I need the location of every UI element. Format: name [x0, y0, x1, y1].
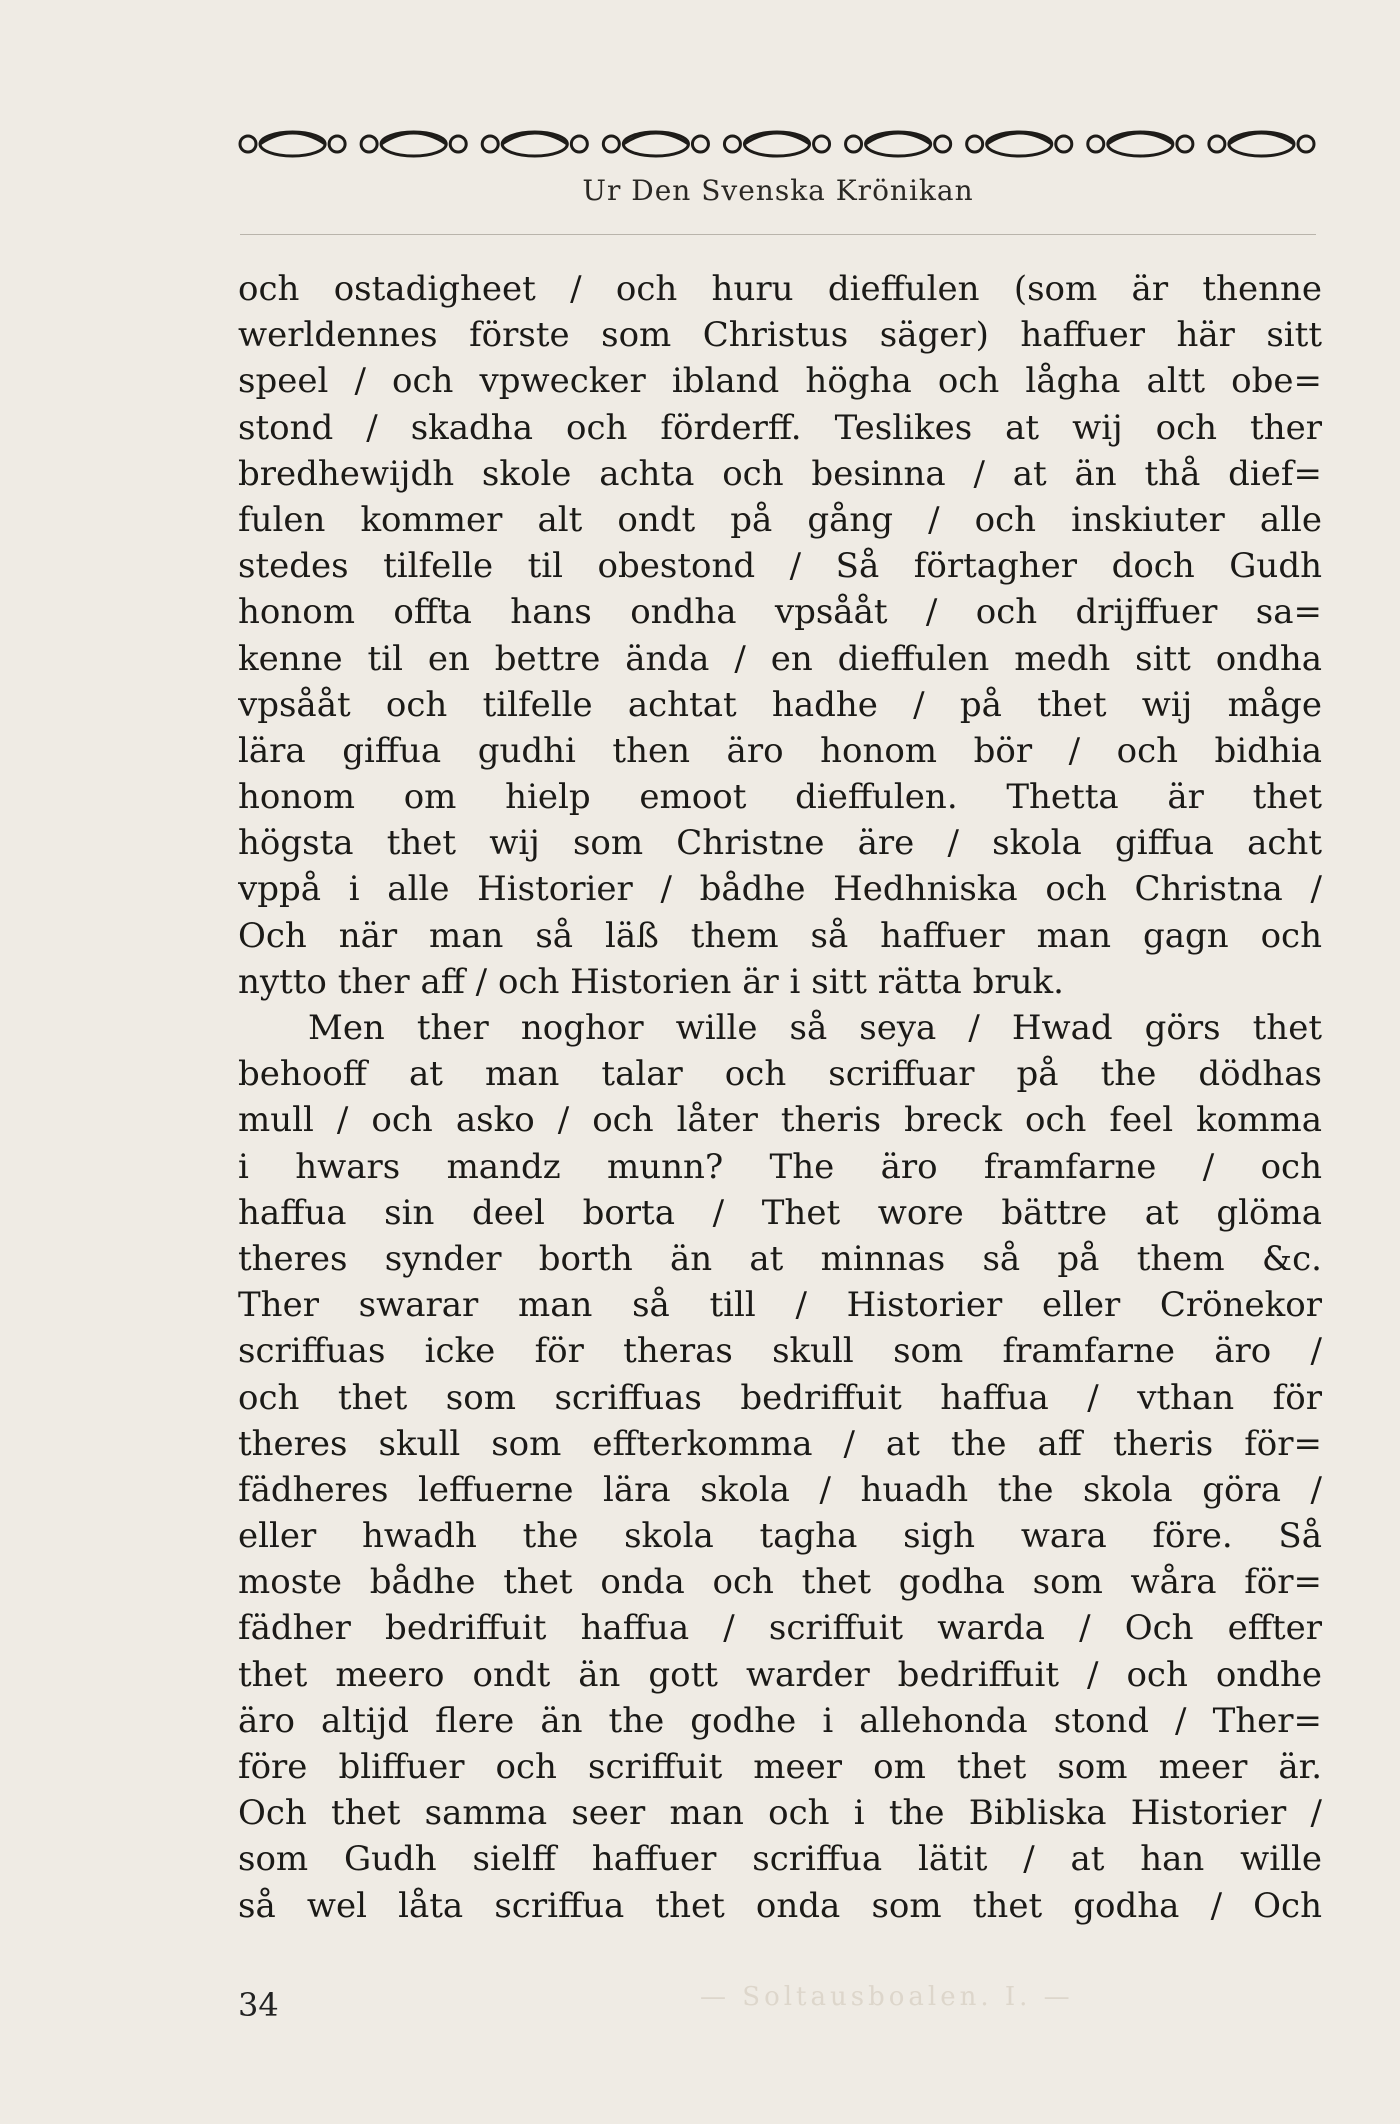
- text-line: Och när man så läß them så haffuer man gagn och: [238, 915, 1322, 956]
- body-text: [238, 266, 1322, 1929]
- text-line: honom offta hans ondha vpsååt / och drijffuer sa=: [238, 592, 1322, 633]
- text-line: werldennes förste som Christus säger) haffuer här sitt: [238, 315, 1322, 356]
- text-line: vpsååt och tilfelle achtat hadhe / på thet wij måge: [238, 684, 1322, 725]
- text-line: och thet som scriffuas bedriffuit haffua / vthan för: [238, 1377, 1322, 1418]
- text-line: i hwars mandz munn? The äro framfarne / och: [238, 1146, 1322, 1187]
- text-line: Ther swarar man så till / Historier eller Crönekor: [238, 1285, 1322, 1326]
- text-line: bredhewijdh skole achta och besinna / at än thå dief=: [238, 453, 1322, 494]
- text-line: theres synder borth än at minnas så på them &c.: [238, 1238, 1322, 1279]
- text-line: vppå i alle Historier / bådhe Hedhniska och Christna /: [238, 869, 1322, 910]
- bleed-through-text: — Soltausboalen. I. —: [700, 1982, 1074, 2012]
- text-line: äro altijd flere än the godhe i allehonda stond / Ther=: [238, 1700, 1322, 1741]
- text-line: stond / skadha och förderff. Teslikes at wij och ther: [238, 407, 1322, 448]
- text-line: och ostadigheet / och huru dieffulen (som är thenne: [238, 269, 1322, 309]
- page-number: 34: [238, 1986, 279, 2024]
- text-line: thet meero ondt än gott warder bedriffuit / och ondhe: [238, 1654, 1322, 1695]
- running-head: Ur Den Svenska Krönikan: [582, 174, 974, 207]
- text-line: kenne til en bettre ända / en dieffulen medh sitt ondha: [238, 638, 1322, 679]
- text-line: så wel låta scriffua thet onda som thet godha / Och: [238, 1885, 1322, 1926]
- text-line: fädher bedriffuit haffua / scriffuit warda / Och effter: [238, 1608, 1322, 1649]
- text-line: honom om hielp emoot dieffulen. Thetta är thet: [238, 777, 1322, 818]
- text-line: theres skull som effterkomma / at the aff theris för=: [238, 1423, 1322, 1464]
- text-line: högsta thet wij som Christne äre / skola giffua acht: [238, 823, 1322, 864]
- text-line: scriffuas icke för theras skull som framfarne äro /: [238, 1331, 1322, 1372]
- text-line: fädheres leffuerne lära skola / huadh the skola göra /: [238, 1469, 1322, 1510]
- scroll-chain-ornament-icon: [232, 126, 1322, 162]
- text-line: moste bådhe thet onda och thet godha som wåra för=: [238, 1562, 1322, 1603]
- text-line: stedes tilfelle til obestond / Så förtagher doch Gudh: [238, 546, 1322, 587]
- header-rule: [240, 234, 1316, 235]
- text-line: Men ther noghor wille så seya / Hwad görs thet: [308, 1008, 1322, 1048]
- text-line: eller hwadh the skola tagha sigh wara före. Så: [238, 1516, 1322, 1557]
- text-line: före bliffuer och scriffuit meer om thet som meer är.: [238, 1747, 1322, 1787]
- text-line: lära giffua gudhi then äro honom bör / och bidhia: [238, 730, 1322, 771]
- text-line: mull / och asko / och låter theris breck och feel komma: [238, 1100, 1322, 1141]
- text-line: behooff at man talar och scriffuar på the dödhas: [238, 1054, 1322, 1095]
- text-line: speel / och vpwecker ibland högha och lågha altt obe=: [238, 361, 1322, 402]
- text-line: nytto ther aff / och Historien är i sitt rätta bruk.: [238, 961, 1064, 1002]
- text-line: som Gudh sielff haffuer scriffua lätit / at han wille: [238, 1839, 1322, 1880]
- text-line: haffua sin deel borta / Thet wore bättre at glöma: [238, 1192, 1322, 1233]
- text-line: fulen kommer alt ondt på gång / och inskiuter alle: [238, 499, 1322, 540]
- text-line: Och thet samma seer man och i the Bibliska Historier /: [238, 1793, 1322, 1834]
